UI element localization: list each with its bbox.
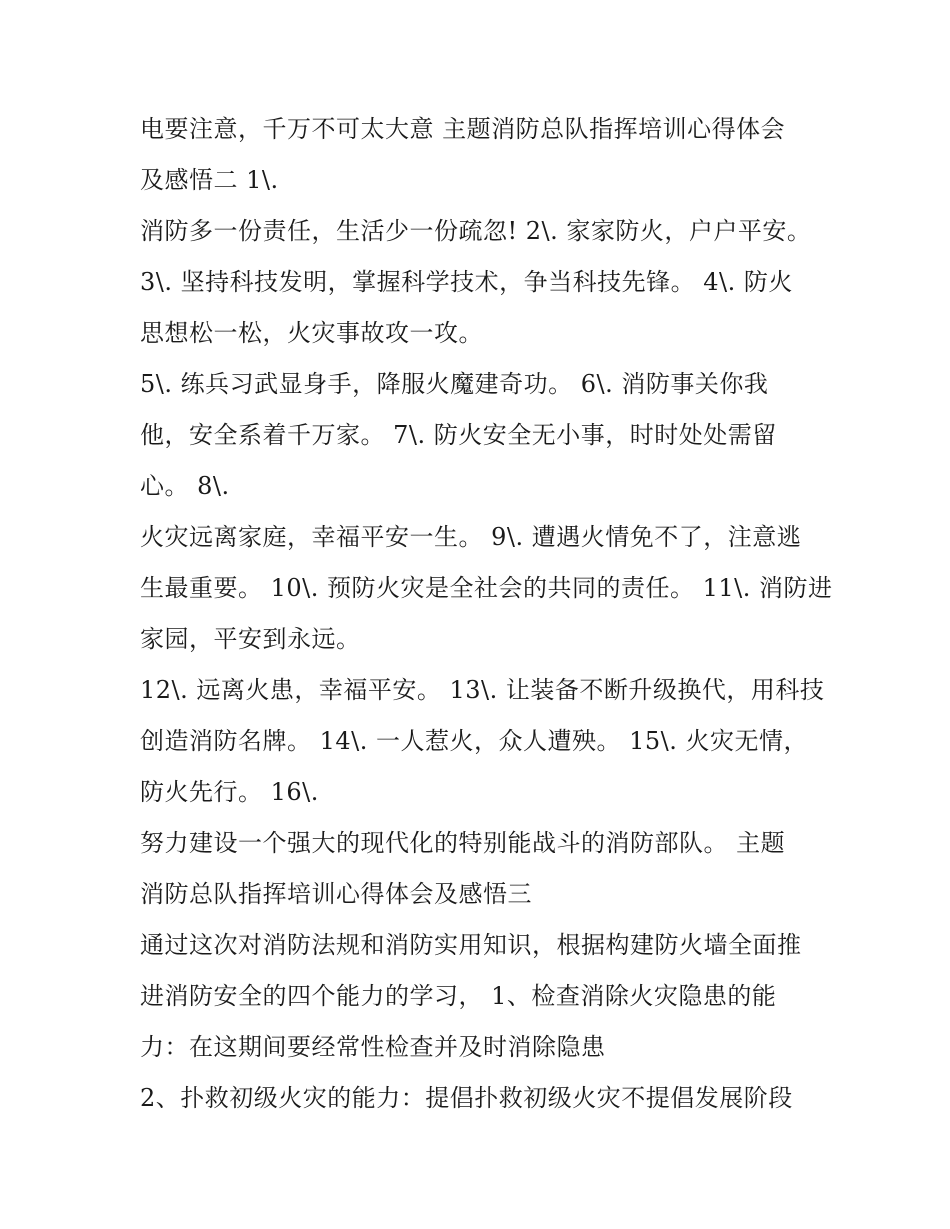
text-line: 力：在这期间要经常性检查并及时消除隐患 — [140, 1033, 606, 1061]
text-line: 12\. 远离火患，幸福平安。 13\. 让装备不断升级换代，用科技 — [140, 676, 825, 704]
text-line: 创造消防名牌。 14\. 一人惹火，众人遭殃。 15\. 火灾无情， — [140, 727, 809, 755]
text-line: 他，安全系着千万家。 7\. 防火安全无小事，时时处处需留 — [140, 421, 777, 449]
text-line: 5\. 练兵习武显身手，降服火魔建奇功。 6\. 消防事关你我 — [140, 370, 769, 398]
text-line: 家园，平安到永远。 — [140, 625, 361, 653]
text-line: 生最重要。 10\. 预防火灾是全社会的共同的责任。 11\. 消防进 — [140, 574, 833, 602]
text-line: 消防多一份责任，生活少一份疏忽! 2\. 家家防火，户户平安。 — [140, 217, 812, 245]
text-line: 消防总队指挥培训心得体会及感悟三 — [140, 880, 532, 908]
text-line: 火灾远离家庭，幸福平安一生。 9\. 遭遇火情免不了，注意逃 — [140, 523, 802, 551]
document-body — [140, 104, 833, 1124]
text-line: 进消防安全的四个能力的学习， 1、检查消除火灾隐患的能 — [140, 982, 777, 1010]
text-line: 3\. 坚持科技发明，掌握科学技术，争当科技先锋。 4\. 防火 — [140, 268, 793, 296]
text-line: 及感悟二 1\. — [140, 166, 279, 194]
text-line: 心。 8\. — [140, 472, 230, 500]
text-line: 电要注意，千万不可太大意 主题消防总队指挥培训心得体会 — [140, 115, 786, 143]
text-line: 2、扑救初级火灾的能力：提倡扑救初级火灾不提倡发展阶段 — [140, 1084, 793, 1112]
text-line: 努力建设一个强大的现代化的特别能战斗的消防部队。 主题 — [140, 829, 786, 857]
text-line: 思想松一松，火灾事故攻一攻。 — [140, 319, 483, 347]
text-line: 通过这次对消防法规和消防实用知识，根据构建防火墙全面推 — [140, 931, 802, 959]
text-line: 防火先行。 16\. — [140, 778, 319, 806]
